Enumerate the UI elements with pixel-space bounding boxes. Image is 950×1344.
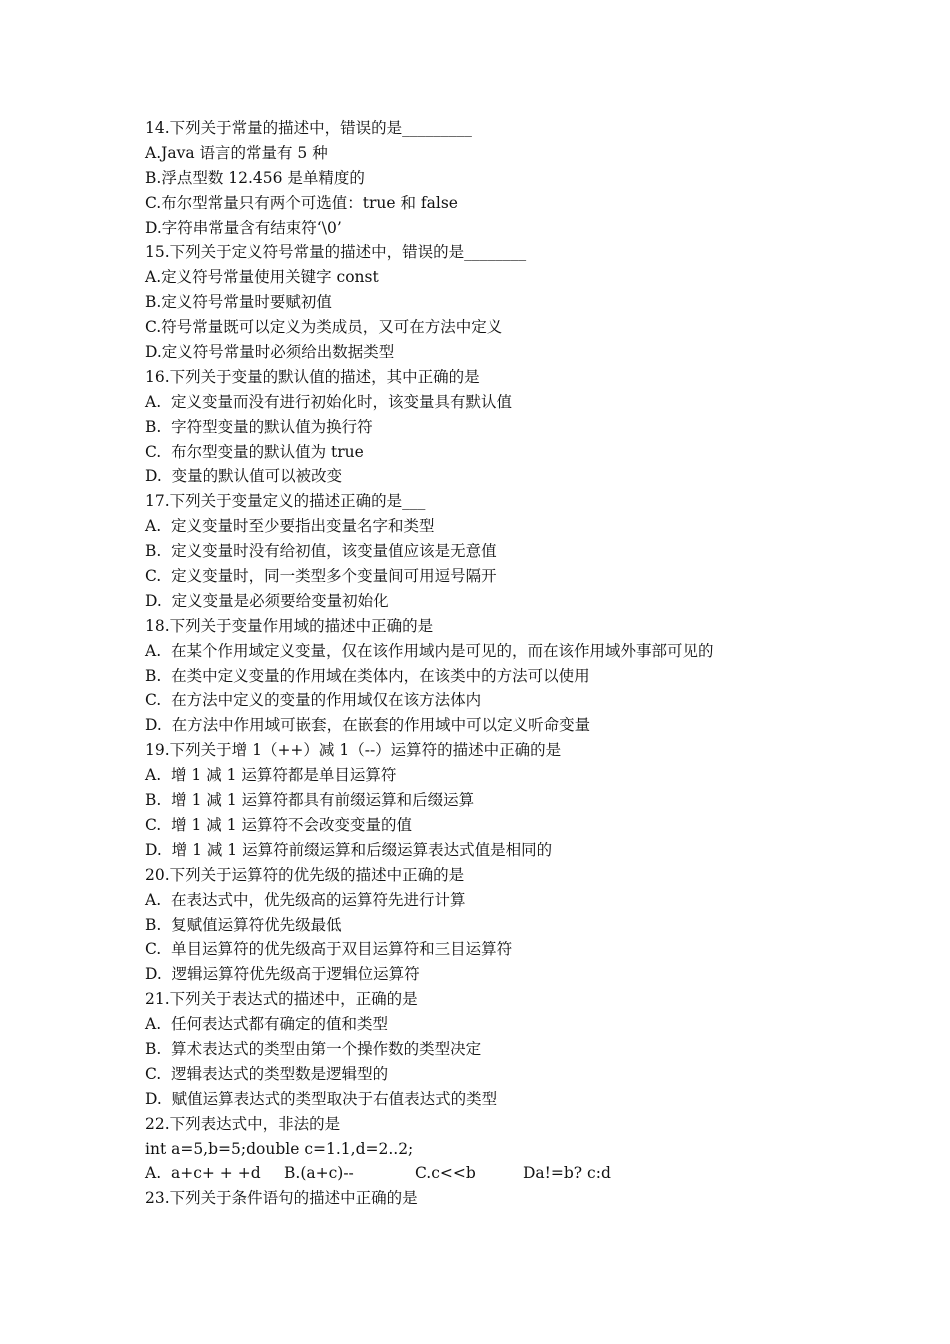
q22-option-c: C.c<<b <box>415 1164 476 1183</box>
document-body <box>145 116 905 1211</box>
question-23-stem: 23.下列关于条件语句的描述中正确的是 <box>145 1189 418 1208</box>
text-line: B. 字符型变量的默认值为换行符 <box>145 417 373 436</box>
text-line: B.浮点型数 12.456 是单精度的 <box>145 168 365 187</box>
text-line: 20.下列关于运算符的优先级的描述中正确的是 <box>145 865 465 884</box>
text-line: C. 增 1 减 1 运算符不会改变变量的值 <box>145 815 413 834</box>
text-line: C. 布尔型变量的默认值为 true <box>145 442 364 461</box>
text-line: A. 增 1 减 1 运算符都是单目运算符 <box>145 766 397 785</box>
text-line: A. 在表达式中，优先级高的运算符先进行计算 <box>145 890 466 909</box>
text-line: A.定义符号常量使用关键字 const <box>145 268 379 287</box>
text-line: D. 赋值运算表达式的类型取决于右值表达式的类型 <box>145 1089 498 1108</box>
text-line: C. 在方法中定义的变量的作用域仅在该方法体内 <box>145 691 482 710</box>
text-line: D. 增 1 减 1 运算符前缀运算和后缀运算表达式值是相同的 <box>145 840 553 859</box>
text-line: 15.下列关于定义符号常量的描述中，错误的是________ <box>145 243 527 262</box>
text-line: D.定义符号常量时必须给出数据类型 <box>145 343 395 362</box>
text-line: C.符号常量既可以定义为类成员，又可在方法中定义 <box>145 318 503 337</box>
text-line: 22.下列表达式中，非法的是 <box>145 1114 341 1133</box>
question-lines <box>145 116 905 1161</box>
text-line: D. 变量的默认值可以被改变 <box>145 467 343 486</box>
text-line: C. 逻辑表达式的类型数是逻辑型的 <box>145 1064 389 1083</box>
text-line: 19.下列关于增 1（++）减 1（--）运算符的描述中正确的是 <box>145 741 562 760</box>
text-line: D. 在方法中作用域可嵌套，在嵌套的作用域中可以定义听命变量 <box>145 716 591 735</box>
text-line: A. 定义变量时至少要指出变量名字和类型 <box>145 517 435 536</box>
text-line: C.布尔型常量只有两个可选值：true 和 false <box>145 193 458 212</box>
text-line: A. 定义变量而没有进行初始化时，该变量具有默认值 <box>145 392 512 411</box>
text-line: D. 定义变量是必须要给变量初始化 <box>145 591 389 610</box>
text-line: 21.下列关于表达式的描述中，正确的是 <box>145 990 418 1009</box>
text-line: C. 单目运算符的优先级高于双目运算符和三目运算符 <box>145 940 513 959</box>
text-line: 17.下列关于变量定义的描述正确的是___ <box>145 492 426 511</box>
q22-option-a: A. a+c+ + +d <box>145 1164 261 1183</box>
text-line: int a=5,b=5;double c=1.1,d=2..2; <box>145 1139 414 1158</box>
text-line: C. 定义变量时，同一类型多个变量间可用逗号隔开 <box>145 567 497 586</box>
text-line: B. 算术表达式的类型由第一个操作数的类型决定 <box>145 1039 482 1058</box>
text-line: D.字符串常量含有结束符‘\0’ <box>145 218 342 237</box>
text-line: B. 增 1 减 1 运算符都具有前缀运算和后缀运算 <box>145 791 475 810</box>
text-line: B. 定义变量时没有给初值，该变量值应该是无意值 <box>145 542 497 561</box>
text-line: A. 在某个作用域定义变量，仅在该作用域内是可见的，而在该作用域外事部可见的 <box>145 641 714 660</box>
text-line: A.Java 语言的常量有 5 种 <box>145 143 328 162</box>
text-line: 14.下列关于常量的描述中，错误的是_________ <box>145 119 472 137</box>
text-line: 18.下列关于变量作用域的描述中正确的是 <box>145 616 434 635</box>
q22-option-b: B.(a+c)-- <box>284 1164 354 1183</box>
text-line: B.定义符号常量时要赋初值 <box>145 293 332 312</box>
q22-option-d: Da!=b? c:d <box>523 1164 611 1183</box>
q22-options-row <box>145 1161 905 1186</box>
text-line: D. 逻辑运算符优先级高于逻辑位运算符 <box>145 965 420 984</box>
text-line: 16.下列关于变量的默认值的描述，其中正确的是 <box>145 367 480 386</box>
text-line: B. 在类中定义变量的作用域在类体内，在该类中的方法可以使用 <box>145 666 590 685</box>
text-line: B. 复赋值运算符优先级最低 <box>145 915 342 934</box>
text-line: A. 任何表达式都有确定的值和类型 <box>145 1015 388 1034</box>
